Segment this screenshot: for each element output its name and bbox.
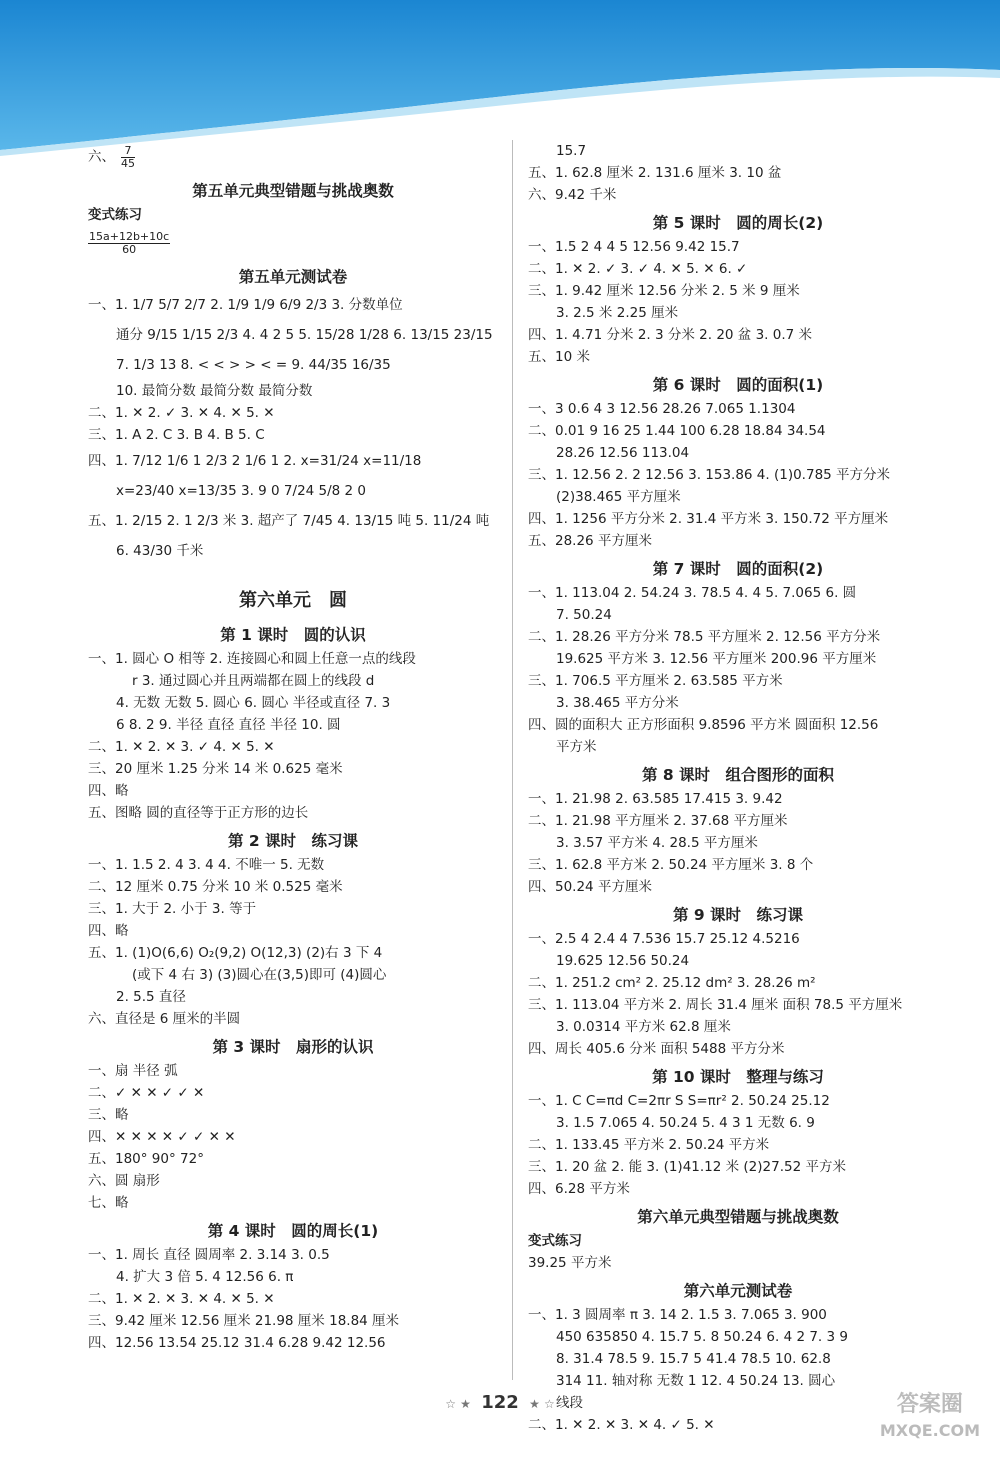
answer-line: 6. 43/30 千米 bbox=[116, 543, 204, 559]
answer-line: (2)38.465 平方厘米 bbox=[556, 489, 681, 505]
answer-line: 二、1. 28.26 平方分米 78.5 平方厘米 2. 12.56 平方分米 bbox=[528, 629, 881, 645]
lesson-title: 第 5 课时 圆的周长(2) bbox=[652, 214, 824, 232]
answer-line: 六、直径是 6 厘米的半圆 bbox=[88, 1011, 241, 1027]
answer-line: 三、1. 12.56 2. 2 12.56 3. 153.86 4. (1)0.785 平方分米 bbox=[528, 467, 891, 483]
answer-line: 4. 扩大 3 倍 5. 4 12.56 6. π bbox=[116, 1269, 294, 1285]
answer-line: 8. 31.4 78.5 9. 15.7 5 41.4 78.5 10. 62.8 bbox=[556, 1351, 831, 1367]
answer-list bbox=[88, 854, 498, 1030]
answer-line: 二、1. 21.98 平方厘米 2. 37.68 平方厘米 bbox=[528, 813, 788, 829]
answer-line: 四、周长 405.6 分米 面积 5488 平方分米 bbox=[528, 1041, 785, 1057]
lesson-title: 第 7 课时 圆的面积(2) bbox=[652, 560, 824, 578]
answer-line: 四、✕ ✕ ✕ ✕ ✓ ✓ ✕ ✕ bbox=[88, 1129, 236, 1145]
lesson-title: 第 1 课时 圆的认识 bbox=[220, 626, 366, 644]
answer-line: r 3. 通过圆心并且两端都在圆上的线段 d bbox=[132, 673, 375, 689]
answer-line: 19.625 12.56 50.24 bbox=[556, 953, 690, 969]
answer-line: 六、9.42 千米 bbox=[528, 187, 617, 203]
answer-list bbox=[528, 582, 948, 758]
answer-line: 三、1. A 2. C 3. B 4. B 5. C bbox=[88, 427, 265, 443]
lesson-title: 第 2 课时 练习课 bbox=[227, 832, 359, 850]
numerator: 15a+12b+10c bbox=[89, 229, 170, 243]
answer-line: 一、1.5 2 4 4 5 12.56 9.42 15.7 bbox=[528, 239, 740, 255]
answer-line: 六、圆 扇形 bbox=[88, 1173, 160, 1189]
answer-line: 二、1. 133.45 平方米 2. 50.24 平方米 bbox=[528, 1137, 770, 1153]
answer-line: 三、1. 62.8 平方米 2. 50.24 平方厘米 3. 8 个 bbox=[528, 857, 814, 873]
section-title: 第六单元典型错题与挑战奥数 bbox=[637, 1208, 839, 1226]
answer-list bbox=[528, 928, 948, 1060]
answer-line: 10. 最简分数 最简分数 最简分数 bbox=[116, 383, 313, 399]
answer-list bbox=[528, 788, 948, 898]
variant-label: 变式练习 bbox=[528, 1233, 582, 1249]
answer-line: 三、1. 113.04 平方米 2. 周长 31.4 厘米 面积 78.5 平方厘米 bbox=[528, 997, 903, 1013]
answer-line: 四、6.28 平方米 bbox=[528, 1181, 630, 1197]
answer-list bbox=[528, 236, 948, 368]
header-banner bbox=[0, 0, 1000, 160]
answer-line: 一、1. 3 圆周率 π 3. 14 2. 1.5 3. 7.065 3. 900 bbox=[528, 1307, 827, 1323]
denominator: 45 bbox=[121, 156, 135, 170]
answer-list bbox=[88, 1244, 498, 1354]
answer-line: 6 8. 2 9. 半径 直径 直径 半径 10. 圆 bbox=[116, 717, 341, 733]
lesson-title: 第 8 课时 组合图形的面积 bbox=[641, 766, 835, 784]
answer-line: 五、10 米 bbox=[528, 349, 590, 365]
answer-line: 一、1. 1.5 2. 4 3. 4 4. 不唯一 5. 无数 bbox=[88, 857, 325, 873]
star-icon: ☆ ★ bbox=[445, 1397, 471, 1411]
answer-line: 三、20 厘米 1.25 分米 14 米 0.625 毫米 bbox=[88, 761, 343, 777]
answer-line: 三、1. 706.5 平方厘米 2. 63.585 平方米 bbox=[528, 673, 783, 689]
answer-line: 7. 1/3 13 8. < < > > < = 9. 44/35 16/35 bbox=[116, 357, 391, 373]
answer-line: 一、1. C C=πd C=2πr S S=πr² 2. 50.24 25.12 bbox=[528, 1093, 830, 1109]
right-column bbox=[528, 140, 948, 1436]
answer-line: 三、1. 大于 2. 小于 3. 等于 bbox=[88, 901, 257, 917]
answer-line: 19.625 平方米 3. 12.56 平方厘米 200.96 平方厘米 bbox=[556, 651, 877, 667]
answer-line: 三、9.42 厘米 12.56 厘米 21.98 厘米 18.84 厘米 bbox=[88, 1313, 400, 1329]
answer-line: 3. 2.5 米 2.25 厘米 bbox=[556, 305, 679, 321]
answer-line: 一、扇 半径 弧 bbox=[88, 1063, 178, 1079]
answer-line: 四、1. 1256 平方分米 2. 31.4 平方米 3. 150.72 平方厘米 bbox=[528, 511, 889, 527]
answer-line: 3. 38.465 平方分米 bbox=[556, 695, 679, 711]
item-label: 六、 bbox=[88, 149, 115, 165]
answer-line: 四、50.24 平方厘米 bbox=[528, 879, 652, 895]
answer-line: 线段 bbox=[556, 1395, 583, 1411]
answer-line: 3. 1.5 7.065 4. 50.24 5. 4 3 1 无数 6. 9 bbox=[556, 1115, 815, 1131]
watermark-logo bbox=[880, 1392, 980, 1444]
answer-line: 450 635850 4. 15.7 5. 8 50.24 6. 4 2 7. 3 9 bbox=[556, 1329, 848, 1345]
answer-line: 七、略 bbox=[88, 1195, 129, 1211]
left-column bbox=[88, 140, 498, 1354]
numerator: 7 bbox=[121, 145, 135, 158]
section-title: 第五单元典型错题与挑战奥数 bbox=[192, 182, 394, 200]
answer-line: 一、1. 113.04 2. 54.24 3. 78.5 4. 4 5. 7.065 6. 圆 bbox=[528, 585, 857, 601]
answer-line: 二、1. ✕ 2. ✓ 3. ✕ 4. ✕ 5. ✕ bbox=[88, 405, 275, 421]
answer-line: 2. 5.5 直径 bbox=[116, 989, 186, 1005]
answer-line: 一、1. 圆心 O 相等 2. 连接圆心和圆上任意一点的线段 bbox=[88, 651, 416, 667]
answer-line: 二、0.01 9 16 25 1.44 100 6.28 18.84 34.54 bbox=[528, 423, 826, 439]
answer-line: 15.7 bbox=[556, 143, 587, 159]
answer-line: 平方米 bbox=[556, 739, 597, 755]
answer-line: 五、1. 62.8 厘米 2. 131.6 厘米 3. 10 盆 bbox=[528, 165, 782, 181]
answer-line: 二、1. ✕ 2. ✕ 3. ✓ 4. ✕ 5. ✕ bbox=[88, 739, 275, 755]
unit-title: 第六单元 圆 bbox=[239, 590, 347, 611]
answer-line: (或下 4 右 3) (3)圆心在(3,5)即可 (4)圆心 bbox=[132, 967, 387, 983]
answer-line: x=23/40 x=13/35 3. 9 0 7/24 5/8 2 0 bbox=[116, 483, 367, 499]
answer-line: 3. 3.57 平方米 4. 28.5 平方厘米 bbox=[556, 835, 758, 851]
answer-line: 四、12.56 13.54 25.12 31.4 6.28 9.42 12.56 bbox=[88, 1335, 386, 1351]
answer-line: 四、1. 7/12 1/6 1 2/3 2 1/6 1 2. x=31/24 x=11/18 bbox=[88, 453, 422, 469]
answer-line: 五、1. (1)O(6,6) O₂(9,2) O(12,3) (2)右 3 下 4 bbox=[88, 945, 383, 961]
answer-list bbox=[88, 648, 498, 824]
section-title: 第五单元测试卷 bbox=[238, 268, 348, 286]
answer-line: 四、略 bbox=[88, 783, 129, 799]
fraction bbox=[88, 231, 170, 256]
answer-list bbox=[528, 398, 948, 552]
section-title: 第六单元测试卷 bbox=[683, 1282, 793, 1300]
answer-line: 四、1. 4.71 分米 2. 3 分米 2. 20 盆 3. 0.7 米 bbox=[528, 327, 813, 343]
answer-line: 四、略 bbox=[88, 923, 129, 939]
answer-line: 4. 无数 无数 5. 圆心 6. 圆心 半径或直径 7. 3 bbox=[116, 695, 391, 711]
answer-line: 一、3 0.6 4 3 12.56 28.26 7.065 1.1304 bbox=[528, 401, 796, 417]
page-footer bbox=[0, 1392, 1000, 1413]
answer-line: 二、✓ ✕ ✕ ✓ ✓ ✕ bbox=[88, 1085, 205, 1101]
lesson-title: 第 3 课时 扇形的认识 bbox=[212, 1038, 374, 1056]
answer-line: 一、1. 周长 直径 圆周率 2. 3.14 3. 0.5 bbox=[88, 1247, 330, 1263]
answer-line: 五、180° 90° 72° bbox=[88, 1151, 204, 1167]
column-divider bbox=[512, 140, 513, 1380]
lesson-title: 第 10 课时 整理与练习 bbox=[652, 1068, 824, 1086]
lesson-title: 第 4 课时 圆的周长(1) bbox=[207, 1222, 379, 1240]
answer-line: 三、1. 20 盆 2. 能 3. (1)41.12 米 (2)27.52 平方米 bbox=[528, 1159, 846, 1175]
answer-list bbox=[88, 290, 498, 566]
fraction bbox=[121, 145, 135, 170]
variant-answer: 39.25 平方米 bbox=[528, 1255, 612, 1271]
answer-line: 一、1. 21.98 2. 63.585 17.415 3. 9.42 bbox=[528, 791, 783, 807]
answer-line: 通分 9/15 1/15 2/3 4. 4 2 5 5. 15/28 1/28 6. 13/15 23/15 bbox=[116, 327, 493, 343]
answer-line: 三、1. 9.42 厘米 12.56 分米 2. 5 米 9 厘米 bbox=[528, 283, 800, 299]
answer-line: 五、1. 2/15 2. 1 2/3 米 3. 超产了 7/45 4. 13/15 吨 5. 11/24 吨 bbox=[88, 513, 490, 529]
variant-answer bbox=[88, 226, 498, 260]
answer-line: 三、略 bbox=[88, 1107, 129, 1123]
answer-line: 一、1. 1/7 5/7 2/7 2. 1/9 1/9 6/9 2/3 3. 分数单位 bbox=[88, 297, 403, 313]
answer-line: 五、28.26 平方厘米 bbox=[528, 533, 652, 549]
answer-line: 314 11. 轴对称 无数 1 12. 4 50.24 13. 圆心 bbox=[556, 1373, 836, 1389]
lesson-title: 第 9 课时 练习课 bbox=[672, 906, 804, 924]
answer-line: 7. 50.24 bbox=[556, 607, 612, 623]
star-icon: ★ ☆ bbox=[529, 1397, 555, 1411]
item6-line bbox=[88, 140, 498, 174]
answer-list bbox=[528, 1090, 948, 1200]
answer-line: 二、1. ✕ 2. ✕ 3. ✕ 4. ✓ 5. ✕ bbox=[528, 1417, 715, 1433]
answer-line: 28.26 12.56 113.04 bbox=[556, 445, 690, 461]
variant-label: 变式练习 bbox=[88, 207, 142, 223]
answer-line: 一、2.5 4 2.4 4 7.536 15.7 25.12 4.5216 bbox=[528, 931, 800, 947]
answer-line: 二、1. 251.2 cm² 2. 25.12 dm² 3. 28.26 m² bbox=[528, 975, 816, 991]
watermark-line: 答案圈 bbox=[896, 1392, 963, 1417]
answer-line: 四、圆的面积大 正方形面积 9.8596 平方米 圆面积 12.56 bbox=[528, 717, 879, 733]
answer-list bbox=[528, 140, 948, 206]
answer-list bbox=[88, 1060, 498, 1214]
lesson-title: 第 6 课时 圆的面积(1) bbox=[652, 376, 824, 394]
denominator: 60 bbox=[122, 242, 137, 256]
answer-line: 二、12 厘米 0.75 分米 10 米 0.525 毫米 bbox=[88, 879, 343, 895]
watermark-line: MXQE.COM bbox=[879, 1421, 980, 1440]
answer-line: 二、1. ✕ 2. ✓ 3. ✓ 4. ✕ 5. ✕ 6. ✓ bbox=[528, 261, 748, 277]
answer-line: 二、1. ✕ 2. ✕ 3. ✕ 4. ✕ 5. ✕ bbox=[88, 1291, 275, 1307]
page-number: 122 bbox=[481, 1392, 519, 1413]
answer-line: 3. 0.0314 平方米 62.8 厘米 bbox=[556, 1019, 731, 1035]
answer-line: 五、图略 圆的直径等于正方形的边长 bbox=[88, 805, 309, 821]
